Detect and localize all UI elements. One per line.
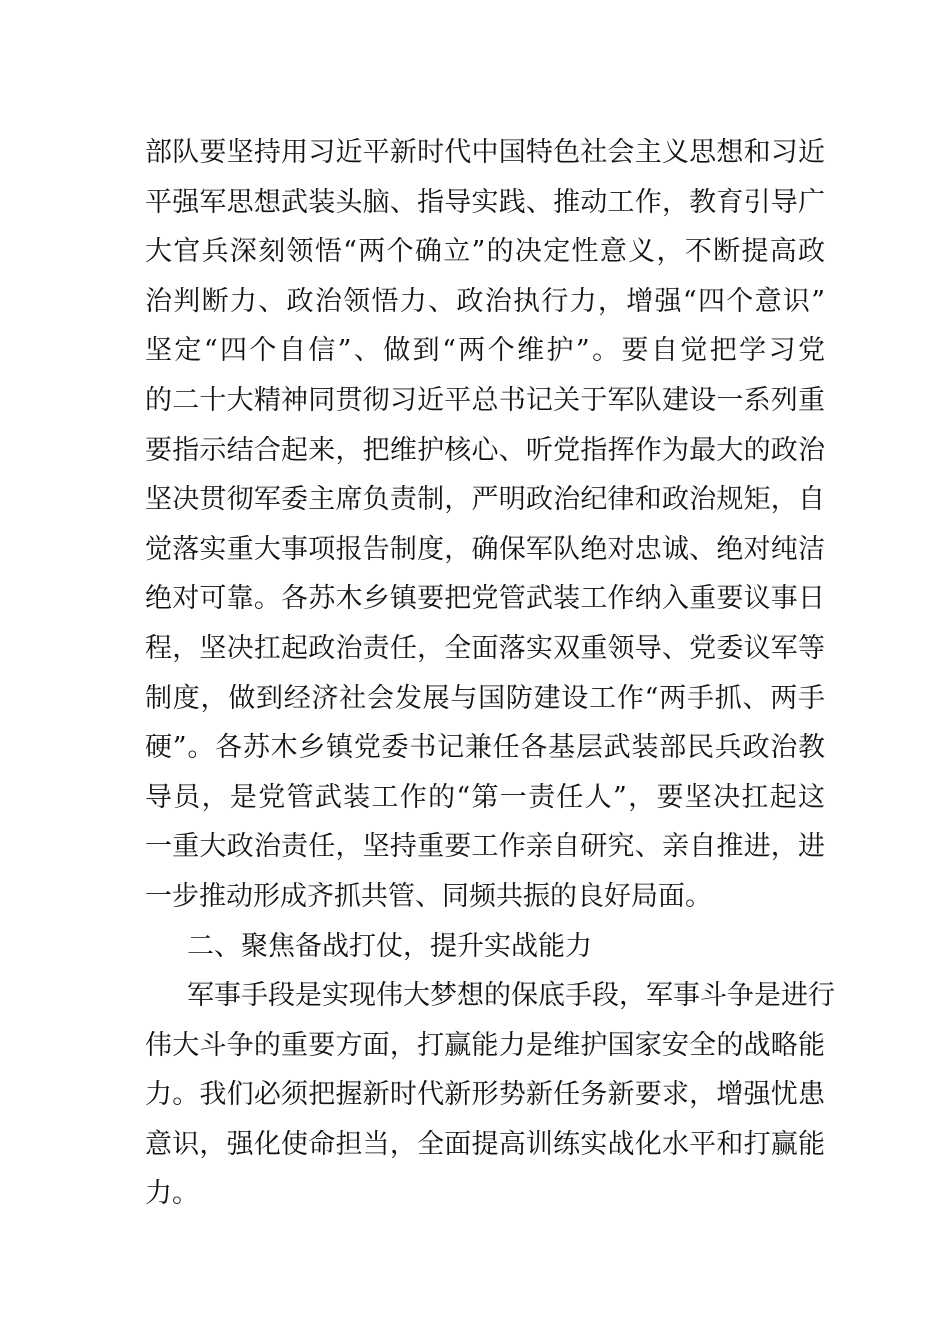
text-line: 硬”。各苏木乡镇党委书记兼任各基层武装部民兵政治教 xyxy=(145,732,825,764)
paragraph-first-line: 军事手段是实现伟大梦想的保底手段，军事斗争是进行 xyxy=(187,980,835,1012)
text-line: 伟大斗争的重要方面，打赢能力是维护国家安全的战略能 xyxy=(145,1029,825,1061)
text-line: 大官兵深刻领悟“两个确立”的决定性意义，不断提高政 xyxy=(145,236,825,268)
text-line: 平强军思想武装头脑、指导实践、推动工作，教育引导广 xyxy=(145,186,825,218)
text-line: 坚定“四个自信”、做到“两个维护”。要自觉把学习党 xyxy=(145,335,825,367)
text-line: 制度，做到经济社会发展与国防建设工作“两手抓、两手 xyxy=(145,682,825,714)
text-line: 部队要坚持用习近平新时代中国特色社会主义思想和习近 xyxy=(145,137,825,168)
text-line: 觉落实重大事项报告制度，确保军队绝对忠诚、绝对纯洁 xyxy=(145,533,825,565)
text-line: 力。 xyxy=(145,1178,199,1210)
text-line: 意识，强化使命担当，全面提高训练实战化水平和打赢能 xyxy=(145,1128,825,1160)
text-line: 导员，是党管武装工作的“第一责任人”，要坚决扛起这 xyxy=(145,781,825,813)
text-line: 程，坚决扛起政治责任，全面落实双重领导、党委议军等 xyxy=(145,632,825,664)
text-line: 的二十大精神同贯彻习近平总书记关于军队建设一系列重 xyxy=(145,384,825,416)
text-line: 一步推动形成齐抓共管、同频共振的良好局面。 xyxy=(145,880,712,912)
text-line: 治判断力、政治领悟力、政治执行力，增强“四个意识” xyxy=(145,285,825,317)
document-body xyxy=(145,128,835,1219)
text-line: 力。我们必须把握新时代新形势新任务新要求，增强忧患 xyxy=(145,1079,825,1111)
text-line: 坚决贯彻军委主席负责制，严明政治纪律和政治规矩，自 xyxy=(145,484,825,516)
text-line: 要指示结合起来，把维护核心、听党指挥作为最大的政治 xyxy=(145,434,825,466)
text-line: 绝对可靠。各苏木乡镇要把党管武装工作纳入重要议事日 xyxy=(145,583,825,615)
section-heading: 二、聚焦备战打仗，提升实战能力 xyxy=(187,930,592,962)
text-line: 一重大政治责任，坚持重要工作亲自研究、亲自推进，进 xyxy=(145,831,825,863)
